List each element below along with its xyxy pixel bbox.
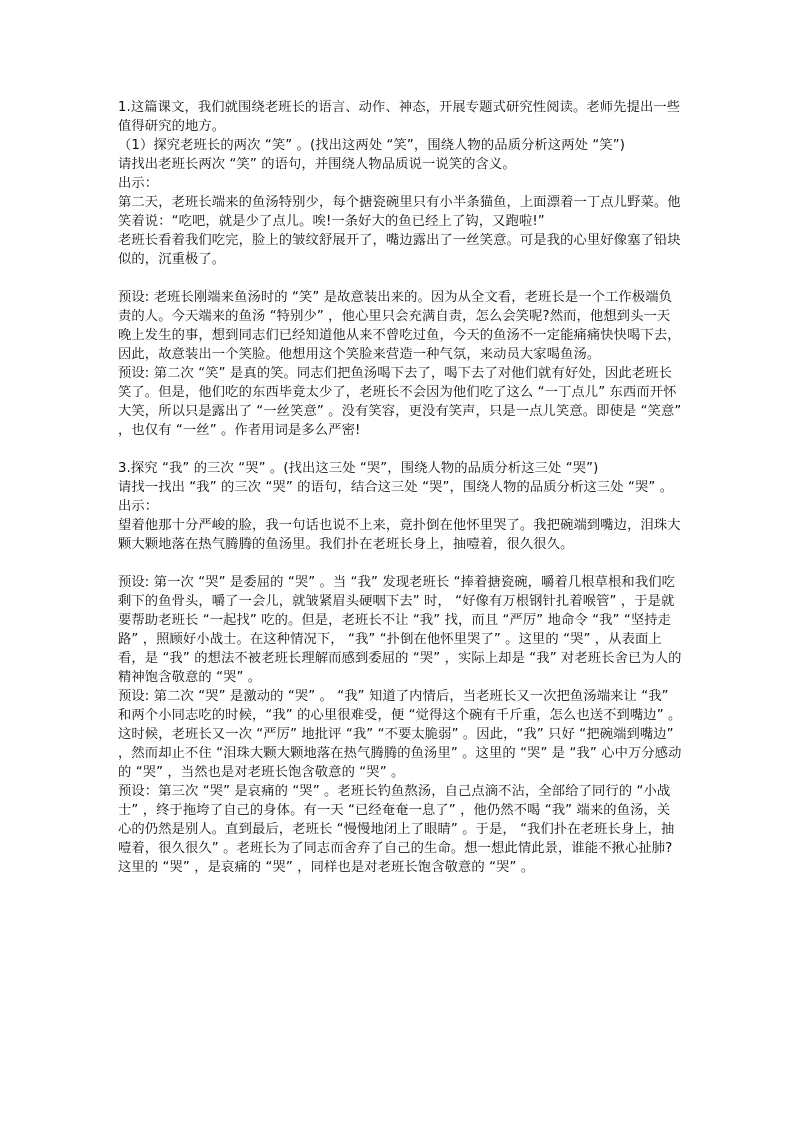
answer-paragraph: 预设: 第一次 “哭” 是委屈的 “哭” 。当 “我” 发现老班长 “捧着搪瓷碗，嚼着几根草根和我们吃剩下的鱼骨头，嚼了一会儿，就皱紧眉头硬咽下去” 时， “好像有万根钢针扎着喉管” ，于是就要帮助老班长 “一起找” 吃的。但是，老班长不让 “我” 找，而且 “严厉” 地命令 “我” “坚持走路” ，照顾好小战士。在这种情况下， “我” “扑倒在他怀里哭了” 。这里的 “哭” ，从表面上看，是 “我” 的想法不被老班长理解而感到委屈的 “哭” ，实际上却是 “我” 对老班长舍已为人的精神饱含敬意的 “哭” 。 xyxy=(118,575,682,685)
question-1-ask: 请找出老班长两次 “笑” 的语句，并围绕人物品质说一说笑的含义。 xyxy=(118,157,516,172)
show-label: 出示： xyxy=(118,499,159,514)
blank-line xyxy=(118,440,682,459)
answer-paragraph: 预设: 第二次 “哭” 是激动的 “哭” 。 “我” 知道了内情后，当老班长又一次把鱼汤端来让 “我” 和两个小同志吃的时候，“我” 的心里很难受，便 “觉得这个碗有千斤重，怎么也送不到嘴边” 。这时候，老班长又一次 “严厉” 地批评 “我” “不要太脆弱” 。因此，“我” 只好 “把碗端到嘴边” ，然而却止不住 “泪珠大颗大颗地落在热气腾腾的鱼汤里” 。这里的 “哭” 是 “我” 心中万分感动的 “哭” ，当然也是对老班长饱含敬意的 “哭” 。 xyxy=(118,689,682,780)
answer-paragraph: 预设: 老班长刚端来鱼汤时的 “笑” 是故意装出来的。因为从全文看，老班长是一个工作极端负责的人。今天端来的鱼汤 “特别少” ，他心里只会充满自责，怎么会笑呢?然而，他想到头一天晚上发生的事，想到同志们已经知道他从来不曾吃过鱼，今天的鱼汤不一定能痛痛快快喝下去，因此，故意装出一个笑脸。他想用这个笑脸来营造一种气氛，来动员大家喝鱼汤。 xyxy=(118,290,681,362)
answer-paragraph: 预设: 第二次 “笑” 是真的笑。同志们把鱼汤喝下去了，喝下去了对他们就有好处，因此老班长笑了。但是，他们吃的东西毕竟太少了，老班长不会因为他们吃了这么 “一丁点儿” 东西而开怀大笑，所以只是露出了 “一丝笑意” 。没有笑容，更没有笑声，只是一点儿笑意。即使是 “笑意” ，也仅有 “一丝” 。作者用词是多么严密! xyxy=(118,366,682,438)
document-body xyxy=(118,98,682,877)
blank-line xyxy=(118,554,682,573)
quote-paragraph: 望着他那十分严峻的脸，我一句话也说不上来，竟扑倒在他怀里哭了。我把碗端到嘴边，泪珠大颗大颗地落在热气腾腾的鱼汤里。我们扑在老班长身上，抽噎着，很久很久。 xyxy=(118,518,681,552)
question-3-ask: 请找一找出 “我” 的三次 “哭” 的语句，结合这三处 “哭”，围绕人物的品质分析这三处 “哭” 。 xyxy=(118,480,674,495)
blank-line xyxy=(118,269,682,288)
quote-paragraph: 老班长看着我们吃完，脸上的皱纹舒展开了，嘴边露出了一丝笑意。可是我的心里好像塞了铅块似的，沉重极了。 xyxy=(118,233,681,267)
intro-paragraph: 1.这篇课文，我们就围绕老班长的语言、动作、神态，开展专题式研究性阅读。老师先提出一些值得研究的地方。 xyxy=(118,100,681,134)
answer-paragraph: 预设：第三次 “哭” 是哀痛的 “哭” 。老班长钓鱼熬汤，自己点滴不沾，全部给了同行的 “小战士” ，终于拖垮了自己的身体。有一天 “已经奄奄一息了” ，他仍然不喝 “我” 端来的鱼汤，关心的仍然是别人。直到最后，老班长 “慢慢地闭上了眼睛” 。于是， “我们扑在老班长身上，抽噎着，很久很久” 。老班长为了同志而舍弃了自己的生命。想一想此情此景，谁能不揪心扯肺?这里的 “哭” ，是哀痛的 “哭” ，同样也是对老班长饱含敬意的 “哭” 。 xyxy=(118,784,675,875)
question-1-title: （1）探究老班长的两次 “笑” 。(找出这两处 “笑”，围绕人物的品质分析这两处 “笑”) xyxy=(118,138,626,153)
question-3-title: 3.探究 “我” 的三次 “哭” 。(找出这三处 “哭”，围绕人物的品质分析这三处 “哭”) xyxy=(118,461,599,476)
quote-paragraph: 第二天，老班长端来的鱼汤特别少，每个搪瓷碗里只有小半条猫鱼，上面漂着一丁点儿野菜。他笑着说：“吃吧，就是少了点儿。唉!一条好大的鱼已经上了钩，又跑啦!” xyxy=(118,195,681,229)
show-label: 出示： xyxy=(118,176,159,191)
